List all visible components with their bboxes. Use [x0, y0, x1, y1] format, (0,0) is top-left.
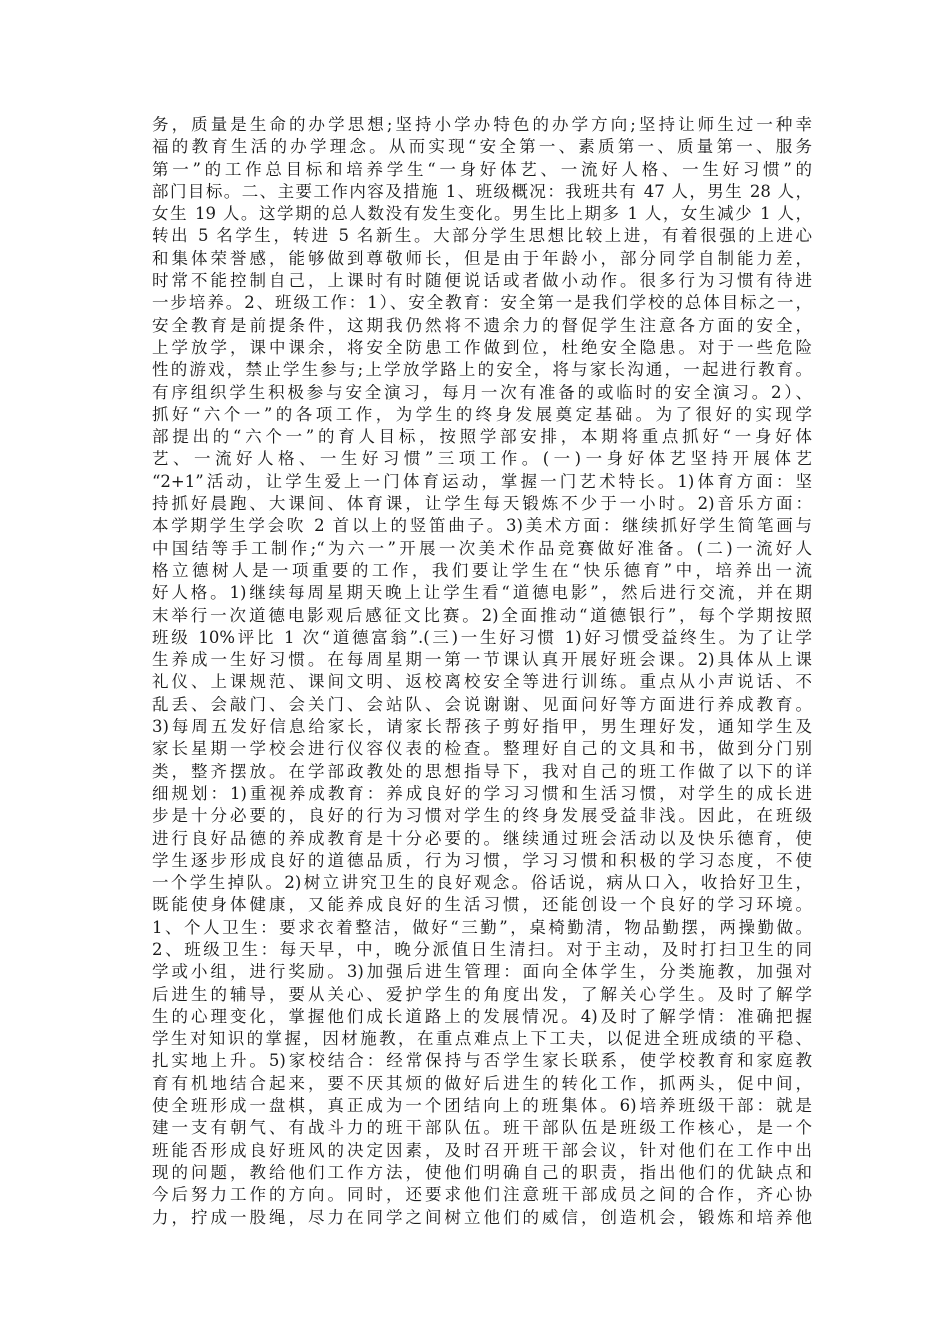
text-line: 使全班形成一盘棋，真正成为一个团结向上的班集体。6)培养班级干部：就是 — [152, 1096, 812, 1116]
text-line: 安全教育是前提条件，这期我仍然将不遗余力的督促学生注意各方面的安全， — [152, 315, 812, 335]
text-line: 学生对知识的掌握，因材施教，在重点难点上下工夫，以促进全班成绩的平稳、 — [152, 1029, 812, 1049]
text-line: 中国结等手工制作;“为六一”开展一次美术作品竞赛做好准备。(二)一流好人 — [152, 538, 812, 558]
text-line: “2+1”活动，让学生爱上一门体育运动，掌握一门艺术特长。1)体育方面：坚 — [152, 471, 812, 491]
text-line: 类，整齐摆放。在学部政教处的思想指导下，我对自己的班工作做了以下的详 — [152, 761, 812, 781]
text-line: 2、班级卫生：每天早，中，晚分派值日生清扫。对于主动，及时打扫卫生的同 — [152, 939, 812, 959]
text-line: 既能使身体健康，又能养成良好的生活习惯，还能创设一个良好的学习环境。 — [152, 895, 812, 915]
text-line: 1、个人卫生：要求衣着整洁，做好“三勤”，桌椅勤清，物品勤摆，两操勤做。 — [152, 917, 812, 937]
text-line: 一个学生掉队。2)树立讲究卫生的良好观念。俗话说，病从口入，收拾好卫生， — [152, 873, 812, 893]
text-line: 持抓好晨跑、大课间、体育课，让学生每天锻炼不少于一小时。2)音乐方面： — [152, 494, 812, 514]
text-line: 福的教育生活的办学理念。从而实现“安全第一、素质第一、质量第一、服务 — [152, 137, 812, 157]
text-line: 性的游戏，禁止学生参与;上学放学路上的安全，将与家长沟通，一起进行教育。 — [152, 360, 812, 380]
text-line: 学生逐步形成良好的道德品质，行为习惯，学习习惯和积极的学习态度，不使 — [152, 850, 812, 870]
text-line: 务，质量是生命的办学思想;坚持小学办特色的办学方向;坚持让师生过一种幸 — [152, 115, 812, 134]
text-line: 部门目标。二、主要工作内容及措施 1、班级概况：我班共有 47 人，男生 28 人， — [152, 181, 812, 201]
text-line: 好人格。1)继续每周星期天晚上让学生看“道德电影”，然后进行交流，并在期 — [152, 583, 812, 603]
text-line: 本学期学生学会吹 2 首以上的竖笛曲子。3)美术方面：继续抓好学生简笔画与 — [152, 516, 812, 536]
text-line: 礼仪、上课规范、课间文明、返校离校安全等进行训练。重点从小声说话、不 — [152, 672, 812, 692]
text-line: 有序组织学生积极参与安全演习，每月一次有准备的或临时的安全演习。2）、 — [152, 382, 812, 402]
text-line: 班能否形成良好班风的决定因素，及时召开班干部会议，针对他们在工作中出 — [152, 1140, 812, 1160]
text-line: 家长星期一学校会进行仪容仪表的检查。整理好自己的文具和书，做到分门别 — [152, 739, 812, 759]
text-line: 女生 19 人。这学期的总人数没有发生变化。男生比上期多 1 人，女生减少 1 人， — [152, 204, 812, 224]
text-line: 生的心理变化，掌握他们成长道路上的发展情况。4)及时了解学情：准确把握 — [152, 1006, 812, 1026]
text-line: 学或小组，进行奖励。3)加强后进生管理：面向全体学生，分类施教，加强对 — [152, 962, 812, 982]
text-line: 格立德树人是一项重要的工作，我们要让学生在“快乐德育”中，培养出一流 — [152, 560, 812, 580]
text-line: 现的问题，教给他们工作方法，使他们明确自己的职责，指出他们的优缺点和 — [152, 1162, 812, 1182]
text-line: 乱丢、会敲门、会关门、会站队、会说谢谢、见面问好等方面进行养成教育。 — [152, 694, 812, 714]
text-line: 第一”的工作总目标和培养学生“一身好体艺、一流好人格、一生好习惯”的 — [152, 159, 812, 179]
text-line: 育有机地结合起来，要不厌其烦的做好后进生的转化工作，抓两头，促中间， — [152, 1073, 812, 1093]
text-line: 力，拧成一股绳，尽力在同学之间树立他们的威信，创造机会，锻炼和培养他 — [152, 1207, 812, 1227]
text-line: 转出 5 名学生，转进 5 名新生。大部分学生思想比较上进，有着很强的上进心 — [152, 226, 812, 246]
text-line: 步是十分必要的，良好的行为习惯对学生的终身发展受益非浅。因此，在班级 — [152, 806, 812, 826]
text-line: 班级 10%评比 1 次“道德富翁”.(三)一生好习惯 1)好习惯受益终生。为了让学 — [152, 627, 812, 647]
text-line: 时常不能控制自己，上课时有时随便说话或者做小动作。很多行为习惯有待进 — [152, 271, 812, 291]
text-line: 3)每周五发好信息给家长，请家长帮孩子剪好指甲，男生理好发，通知学生及 — [152, 717, 812, 737]
text-line: 细规划：1)重视养成教育：养成良好的学习习惯和生活习惯，对学生的成长进 — [152, 783, 812, 803]
text-line: 末举行一次道德电影观后感征文比赛。2)全面推动“道德银行”，每个学期按照 — [152, 605, 812, 625]
text-line: 扎实地上升。5)家校结合：经常保持与否学生家长联系，使学校教育和家庭教 — [152, 1051, 812, 1071]
text-line: 抓好“六个一”的各项工作，为学生的终身发展奠定基础。为了很好的实现学 — [152, 404, 812, 424]
text-line: 上学放学，课中课余，将安全防患工作做到位，杜绝安全隐患。对于一些危险 — [152, 337, 812, 357]
text-line: 后进生的辅导，要从关心、爱护学生的角度出发，了解关心学生。及时了解学 — [152, 984, 812, 1004]
text-line: 艺、一流好人格、一生好习惯”三项工作。(一)一身好体艺坚持开展体艺 — [152, 449, 812, 469]
text-line: 进行良好品德的养成教育是十分必要的。继续通过班会活动以及快乐德育，使 — [152, 828, 812, 848]
text-line: 建一支有朝气、有战斗力的班干部队伍。班干部队伍是班级工作核心，是一个 — [152, 1118, 812, 1138]
text-line: 今后努力工作的方向。同时，还要求他们注意班干部成员之间的合作，齐心协 — [152, 1185, 812, 1205]
text-line: 一步培养。2、班级工作：1）、安全教育：安全第一是我们学校的总体目标之一， — [152, 293, 812, 313]
body-text — [152, 114, 812, 1229]
text-line: 部提出的“六个一”的育人目标，按照学部安排，本期将重点抓好“一身好体 — [152, 427, 812, 447]
text-line: 和集体荣誉感，能够做到尊敬师长，但是由于年龄小，部分同学自制能力差， — [152, 248, 812, 268]
text-line: 生养成一生好习惯。在每周星期一第一节课认真开展好班会课。2)具体从上课 — [152, 650, 812, 670]
